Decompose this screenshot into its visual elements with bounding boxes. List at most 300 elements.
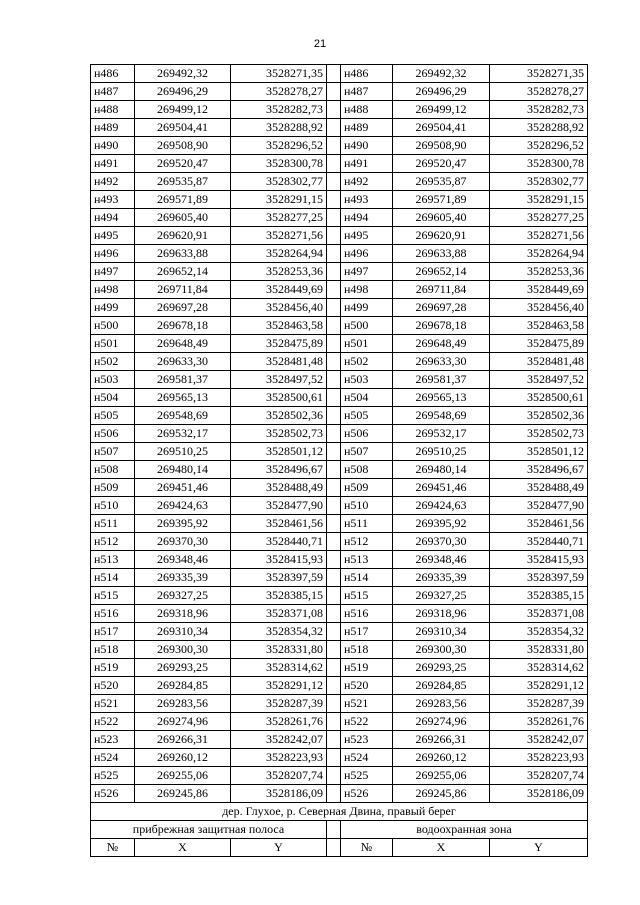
column-gap: [327, 695, 341, 713]
table-row: [91, 731, 588, 749]
right-y-value: 3528331,80: [490, 641, 588, 659]
right-y-value: 3528253,36: [490, 263, 588, 281]
right-y-value: 3528475,89: [490, 335, 588, 353]
right-header-num: №: [341, 839, 393, 857]
right-x-value: 269300,30: [393, 641, 490, 659]
column-gap: [327, 479, 341, 497]
table-row: [91, 569, 588, 587]
left-y-value: 3528481,48: [231, 353, 327, 371]
right-point-number: н487: [341, 83, 393, 101]
right-x-value: 269565,13: [393, 389, 490, 407]
column-gap: [327, 299, 341, 317]
right-x-value: 269548,69: [393, 407, 490, 425]
right-x-value: 269499,12: [393, 101, 490, 119]
column-gap: [327, 605, 341, 623]
right-point-number: н518: [341, 641, 393, 659]
table-row: [91, 173, 588, 191]
column-gap: [327, 497, 341, 515]
right-y-value: 3528288,92: [490, 119, 588, 137]
left-point-number: н511: [91, 515, 135, 533]
left-y-value: 3528331,80: [231, 641, 327, 659]
right-y-value: 3528291,15: [490, 191, 588, 209]
right-x-value: 269508,90: [393, 137, 490, 155]
left-y-value: 3528242,07: [231, 731, 327, 749]
left-point-number: н523: [91, 731, 135, 749]
column-gap: [327, 641, 341, 659]
left-y-value: 3528300,78: [231, 155, 327, 173]
left-x-value: 269548,69: [135, 407, 231, 425]
zone-title-row: [91, 821, 588, 839]
right-zone-title: водоохранная зона: [341, 821, 588, 839]
left-x-value: 269327,25: [135, 587, 231, 605]
column-gap: [327, 83, 341, 101]
column-gap: [327, 731, 341, 749]
coordinates-rows: [91, 65, 588, 803]
left-point-number: н497: [91, 263, 135, 281]
right-point-number: н511: [341, 515, 393, 533]
table-row: [91, 389, 588, 407]
right-point-number: н525: [341, 767, 393, 785]
left-y-value: 3528287,39: [231, 695, 327, 713]
left-x-value: 269510,25: [135, 443, 231, 461]
left-y-value: 3528261,76: [231, 713, 327, 731]
table-row: [91, 407, 588, 425]
left-x-value: 269520,47: [135, 155, 231, 173]
right-x-value: 269535,87: [393, 173, 490, 191]
left-point-number: н503: [91, 371, 135, 389]
right-point-number: н505: [341, 407, 393, 425]
right-header-x: X: [393, 839, 490, 857]
left-point-number: н500: [91, 317, 135, 335]
left-point-number: н518: [91, 641, 135, 659]
right-y-value: 3528397,59: [490, 569, 588, 587]
left-point-number: н507: [91, 443, 135, 461]
right-point-number: н491: [341, 155, 393, 173]
right-y-value: 3528287,39: [490, 695, 588, 713]
right-y-value: 3528296,52: [490, 137, 588, 155]
left-point-number: н521: [91, 695, 135, 713]
right-y-value: 3528207,74: [490, 767, 588, 785]
left-point-number: н486: [91, 65, 135, 83]
left-point-number: н517: [91, 623, 135, 641]
column-gap: [327, 209, 341, 227]
right-x-value: 269327,25: [393, 587, 490, 605]
column-gap: [327, 623, 341, 641]
left-y-value: 3528186,09: [231, 785, 327, 803]
right-y-value: 3528264,94: [490, 245, 588, 263]
right-y-value: 3528261,76: [490, 713, 588, 731]
left-x-value: 269266,31: [135, 731, 231, 749]
right-y-value: 3528502,36: [490, 407, 588, 425]
left-x-value: 269620,91: [135, 227, 231, 245]
right-y-value: 3528277,25: [490, 209, 588, 227]
right-y-value: 3528314,62: [490, 659, 588, 677]
right-x-value: 269335,39: [393, 569, 490, 587]
right-point-number: н512: [341, 533, 393, 551]
column-gap: [327, 551, 341, 569]
right-point-number: н510: [341, 497, 393, 515]
right-point-number: н501: [341, 335, 393, 353]
column-gap: [327, 119, 341, 137]
left-point-number: н522: [91, 713, 135, 731]
right-x-value: 269571,89: [393, 191, 490, 209]
left-y-value: 3528207,74: [231, 767, 327, 785]
right-x-value: 269633,30: [393, 353, 490, 371]
column-gap: [327, 749, 341, 767]
left-x-value: 269633,30: [135, 353, 231, 371]
left-y-value: 3528502,73: [231, 425, 327, 443]
right-x-value: 269245,86: [393, 785, 490, 803]
right-y-value: 3528278,27: [490, 83, 588, 101]
right-x-value: 269370,30: [393, 533, 490, 551]
right-point-number: н526: [341, 785, 393, 803]
right-point-number: н504: [341, 389, 393, 407]
table-row: [91, 227, 588, 245]
left-x-value: 269424,63: [135, 497, 231, 515]
right-y-value: 3528461,56: [490, 515, 588, 533]
right-y-value: 3528481,48: [490, 353, 588, 371]
right-point-number: н516: [341, 605, 393, 623]
table-row: [91, 155, 588, 173]
column-gap: [327, 245, 341, 263]
right-y-value: 3528371,08: [490, 605, 588, 623]
left-point-number: н502: [91, 353, 135, 371]
table-row: [91, 677, 588, 695]
table-row: [91, 695, 588, 713]
right-point-number: н499: [341, 299, 393, 317]
table-row: [91, 245, 588, 263]
left-x-value: 269652,14: [135, 263, 231, 281]
table-row: [91, 101, 588, 119]
table-footer: [91, 803, 588, 857]
right-y-value: 3528456,40: [490, 299, 588, 317]
left-x-value: 269283,56: [135, 695, 231, 713]
left-point-number: н499: [91, 299, 135, 317]
left-y-value: 3528502,36: [231, 407, 327, 425]
column-gap: [327, 191, 341, 209]
left-x-value: 269504,41: [135, 119, 231, 137]
left-x-value: 269499,12: [135, 101, 231, 119]
right-y-value: 3528271,56: [490, 227, 588, 245]
right-point-number: н495: [341, 227, 393, 245]
left-y-value: 3528496,67: [231, 461, 327, 479]
column-gap: [327, 767, 341, 785]
left-x-value: 269581,37: [135, 371, 231, 389]
right-point-number: н521: [341, 695, 393, 713]
right-x-value: 269348,46: [393, 551, 490, 569]
right-point-number: н517: [341, 623, 393, 641]
left-y-value: 3528271,56: [231, 227, 327, 245]
left-x-value: 269565,13: [135, 389, 231, 407]
right-point-number: н500: [341, 317, 393, 335]
left-x-value: 269697,28: [135, 299, 231, 317]
right-point-number: н509: [341, 479, 393, 497]
table-row: [91, 605, 588, 623]
left-y-value: 3528288,92: [231, 119, 327, 137]
left-x-value: 269535,87: [135, 173, 231, 191]
column-gap: [327, 425, 341, 443]
right-y-value: 3528271,35: [490, 65, 588, 83]
right-y-value: 3528242,07: [490, 731, 588, 749]
left-y-value: 3528488,49: [231, 479, 327, 497]
right-y-value: 3528440,71: [490, 533, 588, 551]
column-gap: [327, 713, 341, 731]
right-y-value: 3528497,52: [490, 371, 588, 389]
table-row: [91, 551, 588, 569]
left-x-value: 269711,84: [135, 281, 231, 299]
table-row: [91, 299, 588, 317]
left-y-value: 3528440,71: [231, 533, 327, 551]
left-point-number: н526: [91, 785, 135, 803]
right-x-value: 269451,46: [393, 479, 490, 497]
left-y-value: 3528456,40: [231, 299, 327, 317]
left-y-value: 3528314,62: [231, 659, 327, 677]
right-y-value: 3528463,58: [490, 317, 588, 335]
right-x-value: 269620,91: [393, 227, 490, 245]
left-point-number: н501: [91, 335, 135, 353]
page-number: 21: [313, 38, 327, 50]
column-gap: [327, 227, 341, 245]
column-gap: [327, 461, 341, 479]
right-y-value: 3528501,12: [490, 443, 588, 461]
table-row: [91, 191, 588, 209]
column-gap: [327, 533, 341, 551]
table-row: [91, 533, 588, 551]
column-gap: [327, 443, 341, 461]
left-point-number: н515: [91, 587, 135, 605]
right-x-value: 269255,06: [393, 767, 490, 785]
right-x-value: 269504,41: [393, 119, 490, 137]
left-y-value: 3528475,89: [231, 335, 327, 353]
column-gap: [327, 407, 341, 425]
right-x-value: 269284,85: [393, 677, 490, 695]
right-point-number: н514: [341, 569, 393, 587]
left-x-value: 269480,14: [135, 461, 231, 479]
left-x-value: 269648,49: [135, 335, 231, 353]
left-point-number: н514: [91, 569, 135, 587]
table-row: [91, 281, 588, 299]
right-point-number: н513: [341, 551, 393, 569]
right-x-value: 269496,29: [393, 83, 490, 101]
left-point-number: н506: [91, 425, 135, 443]
left-y-value: 3528253,36: [231, 263, 327, 281]
left-point-number: н489: [91, 119, 135, 137]
right-x-value: 269424,63: [393, 497, 490, 515]
left-point-number: н513: [91, 551, 135, 569]
left-x-value: 269633,88: [135, 245, 231, 263]
left-point-number: н504: [91, 389, 135, 407]
left-y-value: 3528223,93: [231, 749, 327, 767]
column-gap: [327, 371, 341, 389]
left-x-value: 269492,32: [135, 65, 231, 83]
left-y-value: 3528291,12: [231, 677, 327, 695]
left-x-value: 269310,34: [135, 623, 231, 641]
left-y-value: 3528271,35: [231, 65, 327, 83]
left-x-value: 269496,29: [135, 83, 231, 101]
right-point-number: н498: [341, 281, 393, 299]
table-row: [91, 443, 588, 461]
right-x-value: 269678,18: [393, 317, 490, 335]
left-x-value: 269318,96: [135, 605, 231, 623]
table-row: [91, 641, 588, 659]
table-row: [91, 749, 588, 767]
column-gap: [327, 587, 341, 605]
table-row: [91, 497, 588, 515]
left-point-number: н512: [91, 533, 135, 551]
right-x-value: 269711,84: [393, 281, 490, 299]
left-y-value: 3528397,59: [231, 569, 327, 587]
right-point-number: н502: [341, 353, 393, 371]
left-y-value: 3528302,77: [231, 173, 327, 191]
left-point-number: н492: [91, 173, 135, 191]
column-gap: [327, 659, 341, 677]
left-point-number: н516: [91, 605, 135, 623]
coordinates-table: [90, 64, 588, 857]
left-y-value: 3528354,32: [231, 623, 327, 641]
left-point-number: н498: [91, 281, 135, 299]
left-x-value: 269274,96: [135, 713, 231, 731]
right-y-value: 3528449,69: [490, 281, 588, 299]
right-x-value: 269283,56: [393, 695, 490, 713]
right-header-y: Y: [490, 839, 588, 857]
column-gap: [327, 173, 341, 191]
left-x-value: 269293,25: [135, 659, 231, 677]
left-x-value: 269335,39: [135, 569, 231, 587]
right-x-value: 269260,12: [393, 749, 490, 767]
column-gap: [327, 101, 341, 119]
right-y-value: 3528223,93: [490, 749, 588, 767]
left-x-value: 269605,40: [135, 209, 231, 227]
right-point-number: н496: [341, 245, 393, 263]
column-gap: [327, 677, 341, 695]
left-y-value: 3528277,25: [231, 209, 327, 227]
left-point-number: н495: [91, 227, 135, 245]
right-x-value: 269395,92: [393, 515, 490, 533]
column-gap: [327, 839, 341, 857]
right-point-number: н503: [341, 371, 393, 389]
right-y-value: 3528500,61: [490, 389, 588, 407]
table-row: [91, 659, 588, 677]
left-y-value: 3528463,58: [231, 317, 327, 335]
left-header-num: №: [91, 839, 135, 857]
column-gap: [327, 515, 341, 533]
right-y-value: 3528186,09: [490, 785, 588, 803]
right-point-number: н494: [341, 209, 393, 227]
left-point-number: н519: [91, 659, 135, 677]
table-row: [91, 425, 588, 443]
table-row: [91, 263, 588, 281]
right-point-number: н508: [341, 461, 393, 479]
left-point-number: н520: [91, 677, 135, 695]
left-point-number: н509: [91, 479, 135, 497]
right-y-value: 3528415,93: [490, 551, 588, 569]
right-x-value: 269652,14: [393, 263, 490, 281]
left-y-value: 3528264,94: [231, 245, 327, 263]
left-header-x: X: [135, 839, 231, 857]
table-row: [91, 83, 588, 101]
left-header-y: Y: [231, 839, 327, 857]
right-point-number: н515: [341, 587, 393, 605]
table-row: [91, 587, 588, 605]
table-row: [91, 137, 588, 155]
left-y-value: 3528278,27: [231, 83, 327, 101]
left-point-number: н488: [91, 101, 135, 119]
left-point-number: н508: [91, 461, 135, 479]
right-point-number: н490: [341, 137, 393, 155]
right-x-value: 269293,25: [393, 659, 490, 677]
left-point-number: н505: [91, 407, 135, 425]
right-point-number: н493: [341, 191, 393, 209]
left-point-number: н494: [91, 209, 135, 227]
left-x-value: 269370,30: [135, 533, 231, 551]
column-gap: [327, 785, 341, 803]
table-row: [91, 623, 588, 641]
left-x-value: 269508,90: [135, 137, 231, 155]
left-x-value: 269245,86: [135, 785, 231, 803]
right-x-value: 269532,17: [393, 425, 490, 443]
right-point-number: н523: [341, 731, 393, 749]
left-y-value: 3528371,08: [231, 605, 327, 623]
left-point-number: н524: [91, 749, 135, 767]
left-x-value: 269300,30: [135, 641, 231, 659]
left-x-value: 269532,17: [135, 425, 231, 443]
right-point-number: н489: [341, 119, 393, 137]
table-row: [91, 209, 588, 227]
left-point-number: н487: [91, 83, 135, 101]
right-x-value: 269274,96: [393, 713, 490, 731]
left-point-number: н496: [91, 245, 135, 263]
right-x-value: 269697,28: [393, 299, 490, 317]
right-point-number: н524: [341, 749, 393, 767]
right-x-value: 269581,37: [393, 371, 490, 389]
right-point-number: н520: [341, 677, 393, 695]
right-point-number: н486: [341, 65, 393, 83]
column-gap: [327, 389, 341, 407]
left-y-value: 3528449,69: [231, 281, 327, 299]
right-y-value: 3528496,67: [490, 461, 588, 479]
column-gap: [327, 353, 341, 371]
table-row: [91, 785, 588, 803]
column-gap: [327, 569, 341, 587]
left-point-number: н510: [91, 497, 135, 515]
right-x-value: 269510,25: [393, 443, 490, 461]
column-gap: [327, 821, 341, 839]
left-y-value: 3528461,56: [231, 515, 327, 533]
left-point-number: н525: [91, 767, 135, 785]
column-gap: [327, 263, 341, 281]
right-y-value: 3528477,90: [490, 497, 588, 515]
table-row: [91, 767, 588, 785]
left-zone-title: прибрежная защитная полоса: [91, 821, 327, 839]
table-row: [91, 515, 588, 533]
right-x-value: 269266,31: [393, 731, 490, 749]
right-y-value: 3528302,77: [490, 173, 588, 191]
right-x-value: 269520,47: [393, 155, 490, 173]
right-point-number: н497: [341, 263, 393, 281]
left-x-value: 269395,92: [135, 515, 231, 533]
column-gap: [327, 317, 341, 335]
left-point-number: н490: [91, 137, 135, 155]
right-x-value: 269318,96: [393, 605, 490, 623]
right-y-value: 3528354,32: [490, 623, 588, 641]
column-gap: [327, 137, 341, 155]
right-y-value: 3528282,73: [490, 101, 588, 119]
table-row: [91, 65, 588, 83]
right-y-value: 3528488,49: [490, 479, 588, 497]
right-y-value: 3528291,12: [490, 677, 588, 695]
left-x-value: 269451,46: [135, 479, 231, 497]
right-x-value: 269633,88: [393, 245, 490, 263]
